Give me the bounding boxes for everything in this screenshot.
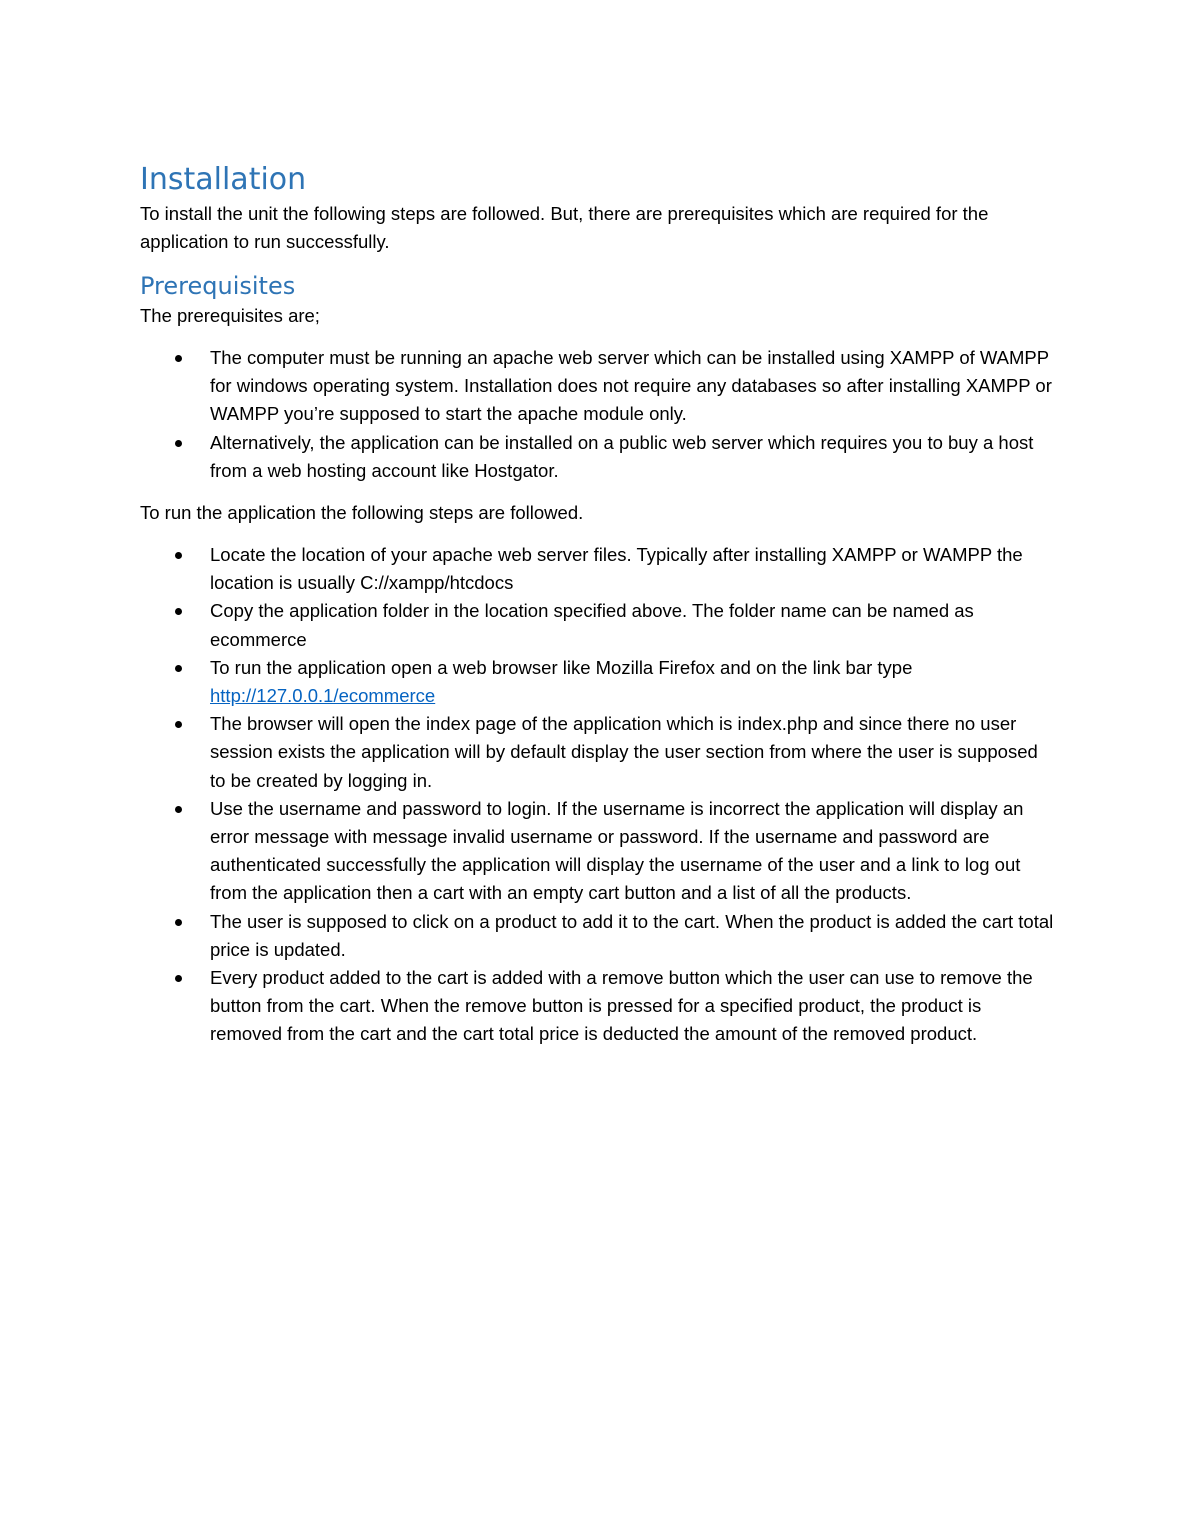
list-item: Every product added to the cart is added with a remove button which the user can use to remove the button from the cart. When the remove button is pressed for a specified product, the product is removed from the cart and the cart total price is deducted the amount of the removed product. (140, 964, 1055, 1049)
bullet-icon (175, 608, 182, 615)
document-page (140, 160, 1055, 1063)
prerequisites-list (140, 344, 1055, 485)
ecommerce-link[interactable]: http://127.0.0.1/ecommerce (210, 685, 436, 707)
run-intro: To run the application the following steps are followed. (140, 502, 584, 524)
list-item: To run the application open a web browser like Mozilla Firefox and on the link bar type http://127.0.0.1/ecommerce (140, 654, 1055, 710)
bullet-icon (175, 919, 182, 926)
list-item: Copy the application folder in the location specified above. The folder name can be named as ecommerce (140, 597, 1055, 653)
bullet-icon (175, 721, 182, 728)
bullet-icon (175, 665, 182, 672)
intro-paragraph: To install the unit the following steps are followed. But, there are prerequisites which are required for the application to run successfully. (140, 203, 989, 252)
list-item: The user is supposed to click on a product to add it to the cart. When the product is added the cart total price is updated. (140, 908, 1055, 964)
bullet-icon (175, 975, 182, 982)
list-item: The computer must be running an apache web server which can be installed using XAMPP of WAMPP for windows operating system. Installation does not require any databases so after installing XAMPP or WAMPP you’re supposed to start the apache module only. (140, 344, 1055, 429)
list-item: The browser will open the index page of the application which is index.php and since there no user session exists the application will by default display the user section from where the user is supposed to be created by logging in. (140, 710, 1055, 795)
prerequisites-heading: Prerequisites (140, 272, 296, 300)
list-item: Locate the location of your apache web server files. Typically after installing XAMPP or WAMPP the location is usually C://xampp/htcdocs (140, 541, 1055, 597)
bullet-icon (175, 355, 182, 362)
bullet-icon (175, 440, 182, 447)
list-item: Alternatively, the application can be installed on a public web server which requires you to buy a host from a web hosting account like Hostgator. (140, 429, 1055, 485)
run-steps-list (140, 541, 1055, 1049)
page-title: Installation (140, 162, 307, 197)
bullet-icon (175, 806, 182, 813)
prerequisites-intro: The prerequisites are; (140, 305, 320, 326)
list-item: Use the username and password to login. If the username is incorrect the application will display an error message with message invalid username or password. If the username and password are authenticated successfully the application will display the username of the user and a link to log out from the application then a cart with an empty cart button and a list of all the products. (140, 795, 1055, 908)
bullet-icon (175, 552, 182, 559)
